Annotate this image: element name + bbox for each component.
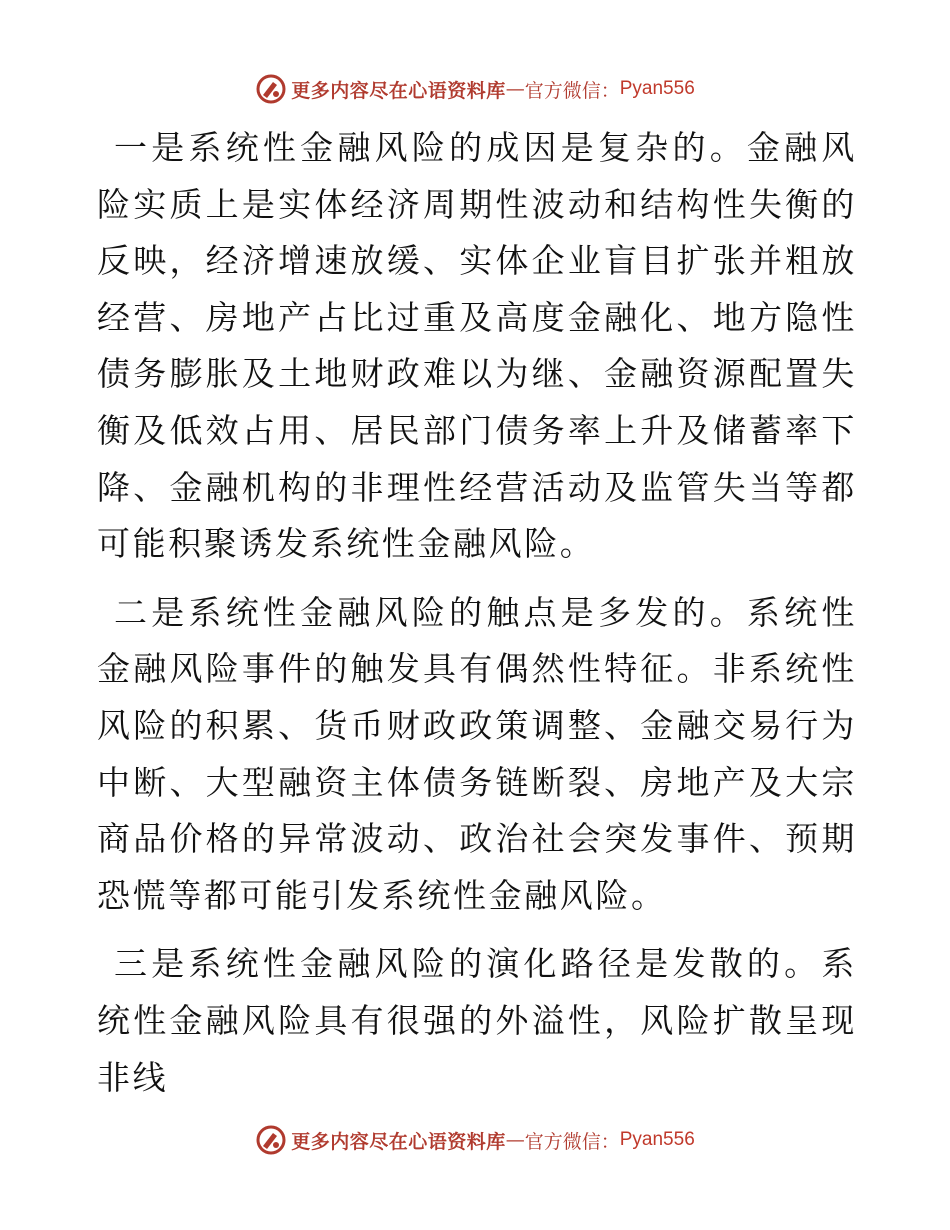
watermark-text: 更多内容尽在心语资料库	[291, 79, 506, 102]
watermark-wechat-id: Pyan556	[619, 1129, 695, 1150]
watermark-dash: —	[505, 78, 525, 100]
paragraph-2: 二是系统性金融风险的触点是多发的。系统性金融风险事件的触发具有偶然性特征。非系统性风险的积累、货币财政政策调整、金融交易行为中断、大型融资主体债务链断裂、房地产及大宗商品价格的异常波动、政治社会突发事件、预期恐慌等都可能引发系统性金融风险。	[97, 592, 857, 915]
watermark-dash: —	[505, 1129, 525, 1151]
paragraph-3: 三是系统性金融风险的演化路径是发散的。系统性金融风险具有很强的外溢性，风险扩散呈现非线	[97, 944, 857, 1097]
footer-watermark	[0, 1123, 950, 1157]
header-watermark	[0, 72, 950, 106]
watermark-text: 更多内容尽在心语资料库	[291, 1130, 506, 1153]
logo-icon	[255, 73, 287, 105]
watermark-wechat-id: Pyan556	[619, 78, 695, 99]
logo-icon	[255, 1124, 287, 1156]
watermark-wechat-label: 官方微信：	[524, 79, 620, 102]
watermark-wechat-label: 官方微信：	[524, 1130, 620, 1153]
document-body	[97, 120, 857, 1118]
paragraph-1: 一是系统性金融风险的成因是复杂的。金融风险实质上是实体经济周期性波动和结构性失衡的反映，经济增速放缓、实体企业盲目扩张并粗放经营、房地产占比过重及高度金融化、地方隐性债务膨胀及土地财政难以为继、金融资源配置失衡及低效占用、居民部门债务率上升及储蓄率下降、金融机构的非理性经营活动及监管失当等都可能积聚诱发系统性金融风险。	[97, 128, 857, 564]
